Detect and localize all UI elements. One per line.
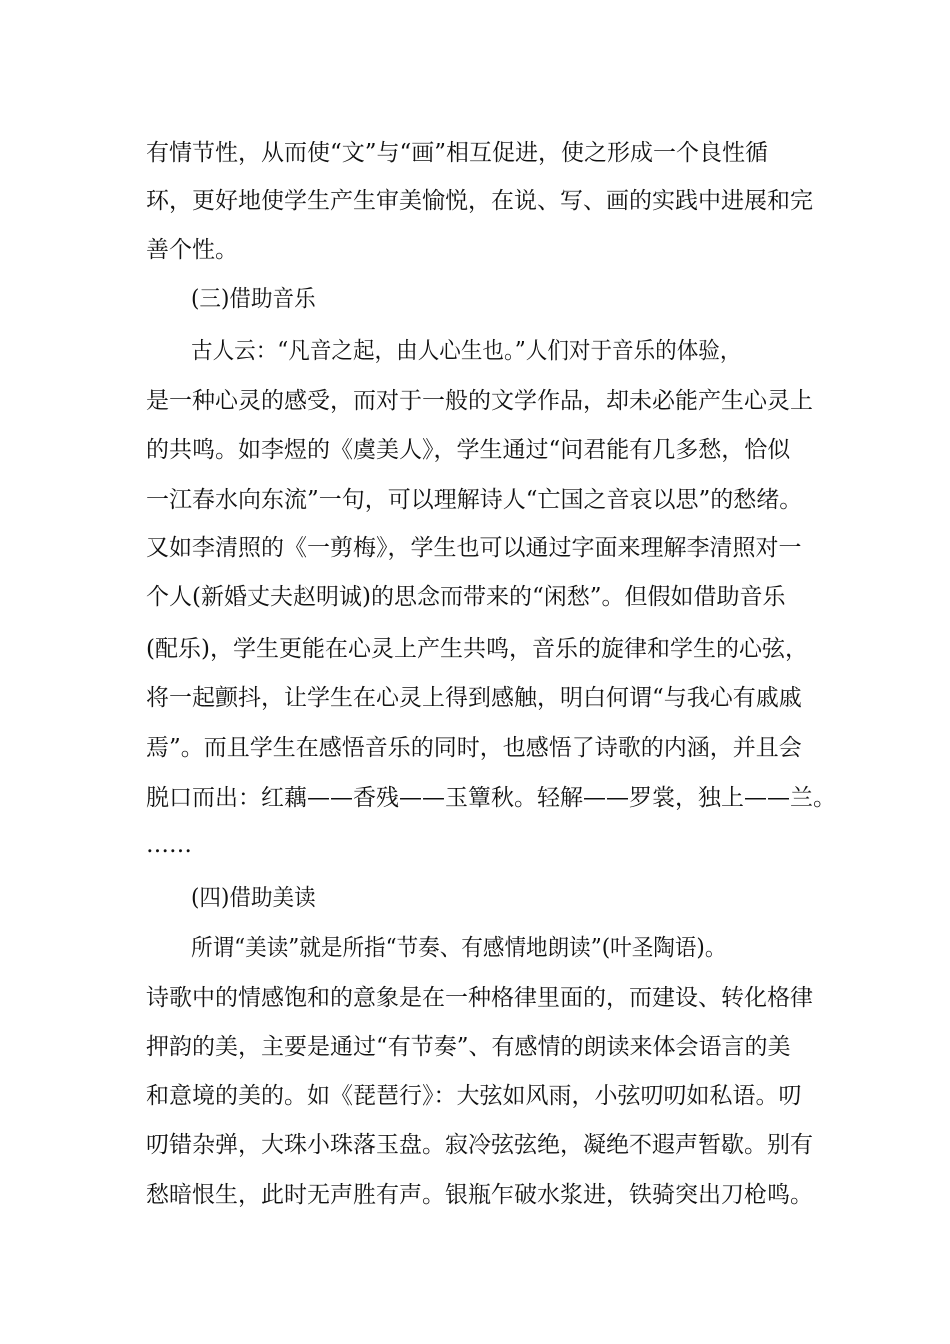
text-line: 有情节性，从而使“文”与“画”相互促进，使之形成一个良性循 [146,140,769,166]
text-line: 是一种心灵的感受，而对于一般的文学作品，却未必能产生心灵上 [146,388,813,414]
section-heading: (三)借助音乐 [191,286,316,312]
text-line: 将一起颤抖，让学生在心灵上得到感触，明白何谓“与我心有戚戚 [146,685,802,711]
text-line: 焉”。而且学生在感悟音乐的同时，也感悟了诗歌的内涵，并且会 [146,735,802,761]
text-line: 古人云：“凡音之起，由人心生也。”人们对于音乐的体验， [191,338,742,364]
text-line: (配乐)，学生更能在心灵上产生共鸣，音乐的旋律和学生的心弦， [146,636,808,662]
text-line: 和意境的美的。如《琵琶行》：大弦如风雨，小弦叨叨如私语。叨 [146,1083,802,1109]
text-line: 诗歌中的情感饱和的意象是在一种格律里面的，而建设、转化格律 [146,985,813,1011]
text-line: 所谓“美读”就是所指“节奏、有感情地朗读”(叶圣陶语)。 [191,935,727,961]
text-line: 善个性。 [146,237,238,263]
ellipsis: …… [146,832,192,858]
text-line: 押韵的美，主要是通过“有节奏”、有感情的朗读来体会语言的美 [146,1034,791,1060]
text-line: 愁暗恨生，此时无声胜有声。银瓶乍破水浆进，铁骑突出刀枪鸣。 [146,1182,813,1208]
text-line: 叨错杂弹，大珠小珠落玉盘。寂冷弦弦绝，凝绝不遐声暂歇。别有 [146,1132,813,1158]
text-line: 又如李清照的《一剪梅》，学生也可以通过字面来理解李清照对一 [146,535,802,561]
section-heading: (四)借助美读 [191,885,316,911]
text-line: 环，更好地使学生产生审美愉悦，在说、写、画的实践中进展和完 [146,188,813,214]
text-line: 的共鸣。如李煜的《虞美人》，学生通过“问君能有几多愁，恰似 [146,437,791,463]
text-line: 个人(新婚丈夫赵明诚)的思念而带来的“闲愁”。但假如借助音乐 [146,584,786,610]
text-line: 脱口而出：红藕——香残——玉簟秋。轻解——罗裳，独上——兰。 [146,785,836,811]
text-line: 一江春水向东流”一句，可以理解诗人“亡国之音哀以思”的愁绪。 [146,487,803,513]
